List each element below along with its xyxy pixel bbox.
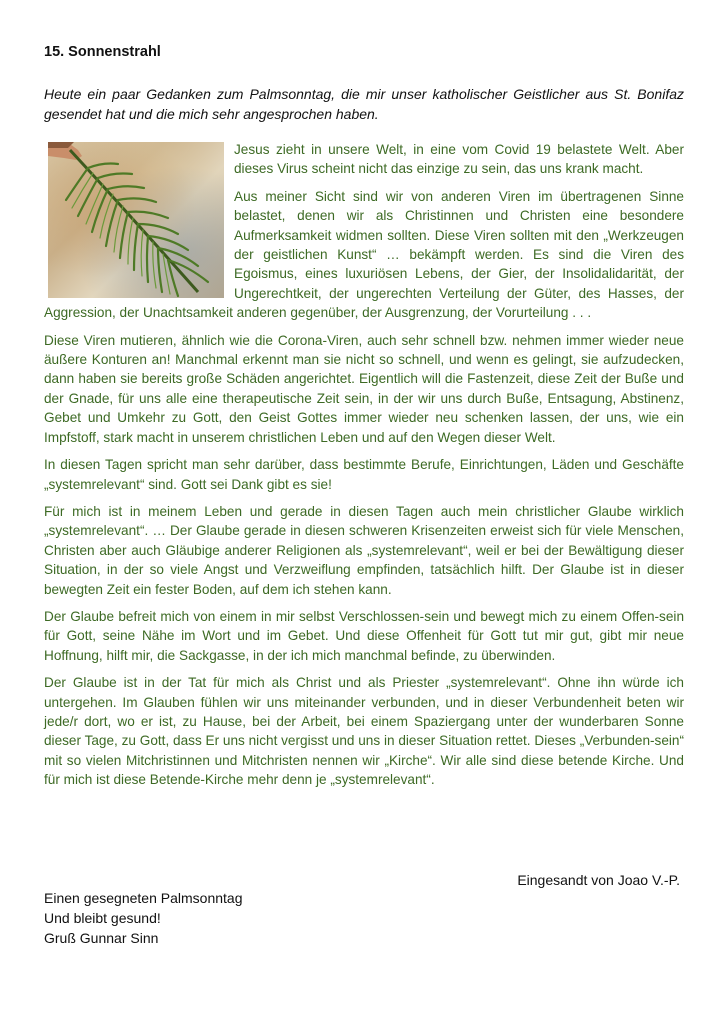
paragraph: Jesus zieht in unsere Welt, in eine vom Covid 19 belastete Welt. Aber dieses Virus scheint nicht das einzige zu sein, das uns krank macht.: [234, 142, 684, 177]
document-title: 15. Sonnenstrahl: [44, 44, 161, 60]
paragraph: Der Glaube ist in der Tat für mich als Christ und als Priester „systemrelevant“. Ohne ihn würde ich untergehen. Im Glauben fühlen wir uns miteinander verbunden, und in dieser Verbundenheit beten wir jede/r dort, wo er ist, zu Hause, bei der Arbeit, bei einem Spaziergang unter der wunderbaren Sonne dieser Tage, zu Gott, dass Er uns nicht vergisst und uns in dieser Situation rettet. Dieses „Verbunden-sein“ mit so vielen Mitchristinnen und Mitchristen nennen wir „Kirche“. Wir alle sind diese betende Kirche. Und für mich ist diese Betende-Kirche mehr denn je „systemrelevant“.: [44, 675, 684, 788]
paragraph: In diesen Tagen spricht man sehr darüber, dass bestimmte Berufe, Einrichtungen, Läden und Geschäfte „systemrelevant“ sind. Gott sei Dank gibt es sie!: [44, 457, 684, 492]
closing-block: [44, 888, 242, 948]
paragraph: Aus meiner Sicht sind wir von anderen Viren im übertragenen Sinne belastet, denen wir als Christinnen und Christen eine besondere Aufmerksamkeit widmen sollten. Diese Viren sollten mit den „Werkzeugen der geistlichen Kunst“ … bekämpft werden. Es sind die Viren des Egoismus, eines luxuriösen Lebens, der Gier, der Insolidalidarität, der Ungerechtkeit, der ungerechten Verteilung der Güter, des Hasses, der Aggression, der Unachtsamkeit anderen gegenüber, der Ausgrenzung, der Vorurteilung . . .: [44, 188, 684, 321]
intro-text: Heute ein paar Gedanken zum Palmsonntag, die mir unser katholischer Geistlicher aus St. Bonifaz gesendet hat und die mich sehr angesprochen haben.: [44, 86, 684, 122]
palm-branch-photo: [48, 142, 224, 298]
closing-line: Und bleibt gesund!: [44, 910, 161, 926]
paragraph: Diese Viren mutieren, ähnlich wie die Corona-Viren, auch sehr schnell bzw. nehmen immer wieder neue äußere Konturen an! Manchmal erkennt man sie nicht so schnell, und wenn es gelingt, sie aufzudecken, dann haben sie bereits große Schäden angerichtet. Eigentlich will die Fastenzeit, diese Zeit der Buße und der Gnade, für uns alle eine therapeutische Zeit sein, in der wir uns durch Buße, Entsagung, Abstinenz, Gebet und Umkehr zu Gott, den Geist Gottes immer wieder neu schenken lassen, der uns, wie ein Impfstoff, stark macht in unserem christlichen Leben und auf den Wegen dieser Welt.: [44, 332, 684, 445]
palm-branch-icon: [48, 142, 224, 298]
paragraph: Der Glaube befreit mich von einem in mir selbst Verschlossen-sein und bewegt mich zu einem Offen-sein für Gott, seine Nähe im Wort und im Gebet. Und diese Offenheit für Gott tut mir gut, gibt mir neue Hoffnung, hilft mir, die Sackgasse, in der ich mich manchmal befinde, zu überwinden.: [44, 608, 684, 663]
paragraph: Für mich ist in meinem Leben und gerade in diesen Tagen auch mein christlicher Glaube wirklich „systemrelevant“. … Der Glaube gerade in diesen schweren Krisenzeiten erweist sich für viele Menschen, Christen aber auch Gläubige anderer Religionen als „systemrelevant“, weil er bei der Bewältigung dieser Situation, in der so viele Angst und Verzweiflung empfinden, tatsächlich hilft. Der Glaube ist in dieser bewegten Zeit ein fester Boden, auf dem ich stehen kann.: [44, 503, 684, 597]
closing-line: Einen gesegneten Palmsonntag: [44, 890, 243, 906]
submitted-by: Eingesandt von Joao V.-P.: [517, 872, 680, 888]
closing-line: Gruß Gunnar Sinn: [44, 930, 159, 946]
article-body: [44, 140, 684, 798]
